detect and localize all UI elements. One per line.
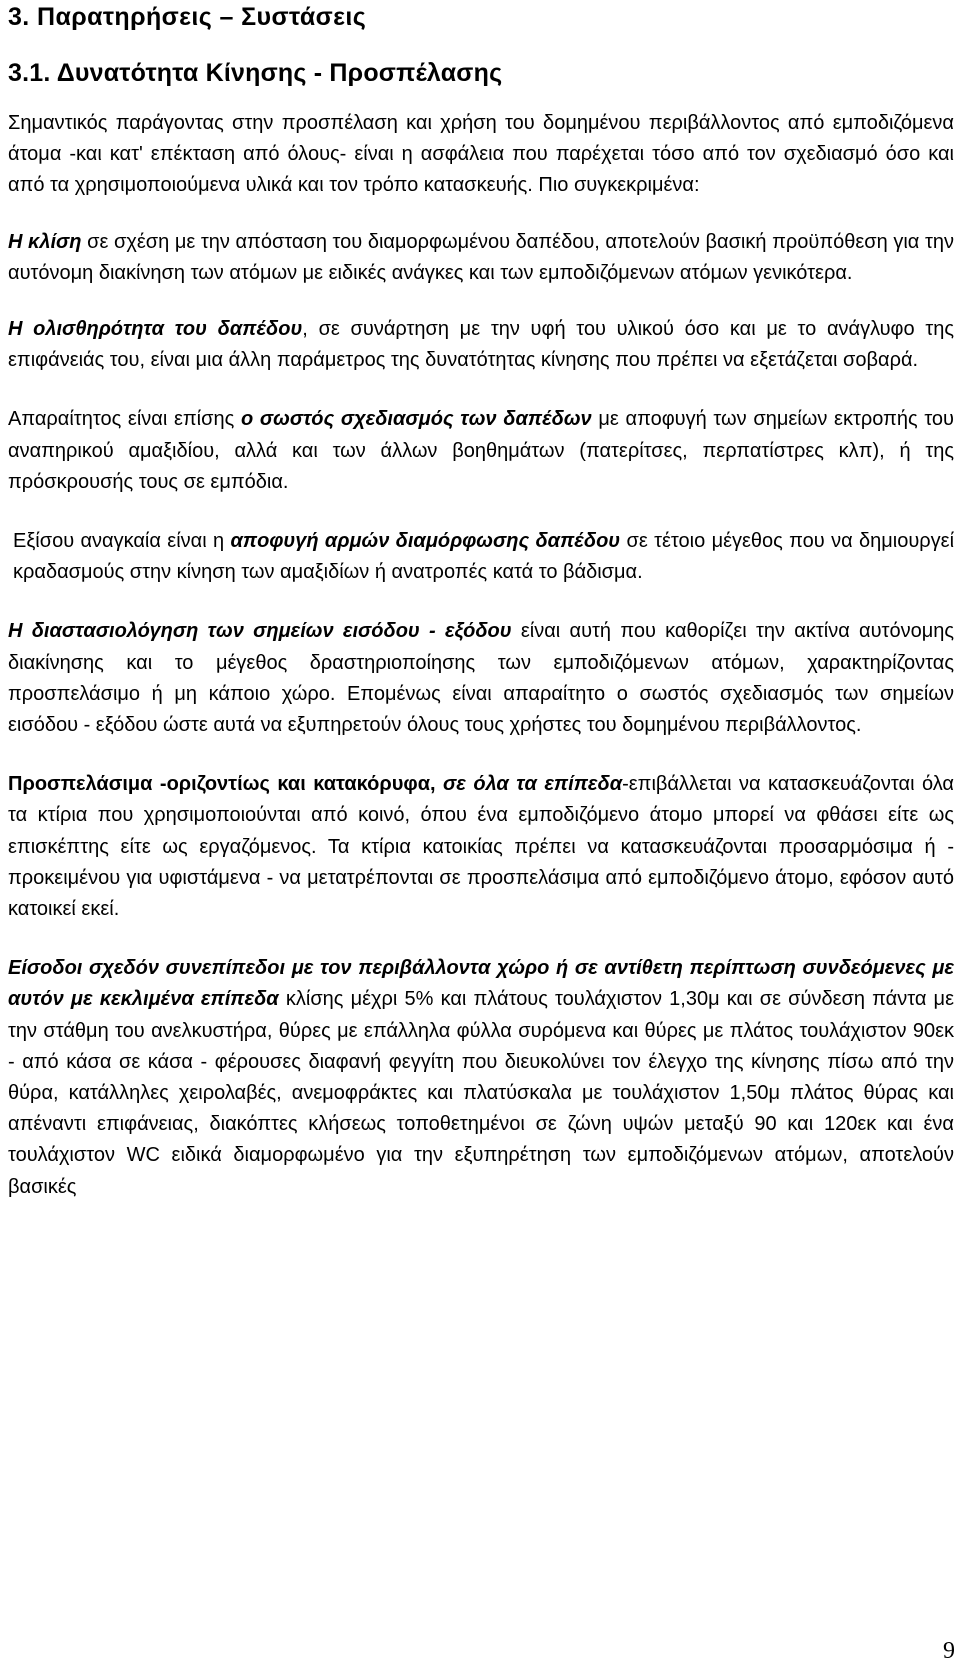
- paragraph-floor-design: [8, 404, 954, 498]
- paragraph-text: είναι αυτή που καθορίζει την ακτίνα αυτόνομης διακίνησης και το μέγεθος δραστηριοποίησης των εμποδιζόμενων ατόμων, χαρακτηρίζοντας προσπελάσιμο ή μη κάποιο χώρο. Επομένως είναι απαραίτητο ο σωστός σχεδιασμός των σημείων εισόδου - εξόδου ώστε αυτά να εξυπηρετούν όλους τους χρήστες του δομημένου περιβάλλοντος.: [8, 620, 954, 737]
- paragraph-text: Σημαντικός παράγοντας στην προσπέλαση και χρήση του δομημένου περιβάλλοντος από εμποδιζόμενα άτομα -και κατ' επέκταση από όλους- είναι η ασφάλεια που παρέχεται τόσο από τον σχεδιασμό όσο και από τα χρησιμοποιούμενα υλικά και τον τρόπο κατασκευής.: [8, 112, 954, 197]
- emphasis-term: Η κλίση: [8, 230, 82, 253]
- subsection-heading: 3.1. Δυνατότητα Κίνησης - Προσπέλασης: [8, 59, 503, 87]
- paragraph-text: -επιβάλλεται να κατασκευάζονται όλα τα κτίρια που χρησιμοποιούνται από κοινό, όπου ένα εμποδιζόμενο άτομο μπορεί να φθάσει είτε ως επισκέπτης είτε ως εργαζόμενος. Τα κτίρια κατοικίας πρέπει να κατασκευάζονται προσαρμόσιμα ή - προκειμένου για υφιστάμενα - να μετατρέπονται σε προσπελάσιμα από εμποδιζόμενο άτομο, εφόσον αυτό κατοικεί εκεί.: [8, 773, 954, 921]
- paragraph-slope: [8, 227, 954, 289]
- paragraph-entrances: [8, 953, 954, 1203]
- paragraph-text: σε σχέση με την απόσταση του διαμορφωμένου δαπέδου, αποτελούν βασική προϋπόθεση για την αυτόνομη διακίνηση των ατόμων με ειδικές ανάγκες και των εμποδιζόμενων ατόμων γενικότερα.: [8, 230, 954, 284]
- emphasis-term: Η ολισθηρότητα του δαπέδου: [8, 318, 303, 341]
- emphasis-term: αποφυγή αρμών διαμόρφωσης δαπέδου: [230, 530, 621, 553]
- emphasis-term: Είσοδοι σχεδόν συνεπίπεδοι με τον περιβάλλοντα χώρο ή σε αντίθετη περίπτωση συνδεόμενες με αυτόν με κεκλιμένα επίπεδα: [8, 957, 954, 1011]
- paragraph-floor-joints: [8, 526, 954, 588]
- paragraph-accessible-buildings: [8, 769, 954, 925]
- paragraph-lead: Απαραίτητος είναι επίσης: [8, 408, 241, 431]
- paragraph-text: με αποφυγή των σημείων εκτροπής του αναπηρικού αμαξιδίου, αλλά και των άλλων βοηθημάτων (πατερίτσες, περπατίστρες κλπ), ή της πρόσκρουσής τους σε εμπόδια.: [8, 408, 954, 493]
- emphasis-term-italic: σε όλα τα επίπεδα: [435, 773, 623, 796]
- paragraph-lead: Εξίσου αναγκαία είναι η: [13, 530, 231, 553]
- document-page: [8, 0, 954, 1203]
- paragraph-text: κλίσης μέχρι 5% και πλάτους τουλάχιστον 1,30μ και σε σύνδεση πάντα με την στάθμη του ανελκυστήρα, θύρες με επάλληλα φύλλα συρόμενα και θύρες με πλάτος τουλάχιστον 90εκ - από κάσα σε κάσα - φέρουσες διαφανή φεγγίτη που διευκολύνει τον έλεγχο της κίνησης πίσω από την θύρα, κατάλληλες χειρολαβές, ανεμοφράκτες και πλατύσκαλα με τουλάχιστον 1,50μ πλάτος θύρας και απέναντι επιφάνειας, διακόπτες κλήσεως τοποθετημένοι σε ζώνη υψών μεταξύ 90 και 120εκ και ένα τουλάχιστον WC ειδικά διαμορφωμένο για την εξυπηρέτηση των εμποδιζόμενων ατόμων, αποτελούν βασικές: [8, 988, 954, 1198]
- section-heading: 3. Παρατηρήσεις – Συστάσεις: [8, 3, 367, 31]
- paragraph-text: , σε συνάρτηση με την υφή του υλικού όσο και με το ανάγλυφο της επιφάνειάς του, είναι μια άλλη παράμετρος της δυνατότητας κίνησης που πρέπει να εξετάζεται σοβαρά.: [8, 318, 955, 372]
- emphasis-term: ο σωστός σχεδιασμός των δαπέδων: [240, 408, 592, 431]
- page-number: 9: [943, 1638, 955, 1664]
- emphasis-term: Προσπελάσιμα -οριζοντίως και κατακόρυφα,: [8, 773, 436, 796]
- paragraph-text: σε τέτοιο μέγεθος που να δημιουργεί κραδασμούς στην κίνηση των αμαξιδίων ή ανατροπές κατά το βάδισμα.: [13, 530, 955, 584]
- paragraph-slipperiness: [8, 314, 954, 376]
- paragraph-tail: Πιο συγκεκριμένα:: [532, 174, 700, 197]
- paragraph-safety-intro: [8, 108, 954, 202]
- paragraph-entrance-dimensions: [8, 616, 954, 741]
- emphasis-term: Η διαστασιολόγηση των σημείων εισόδου - εξόδου: [8, 620, 512, 643]
